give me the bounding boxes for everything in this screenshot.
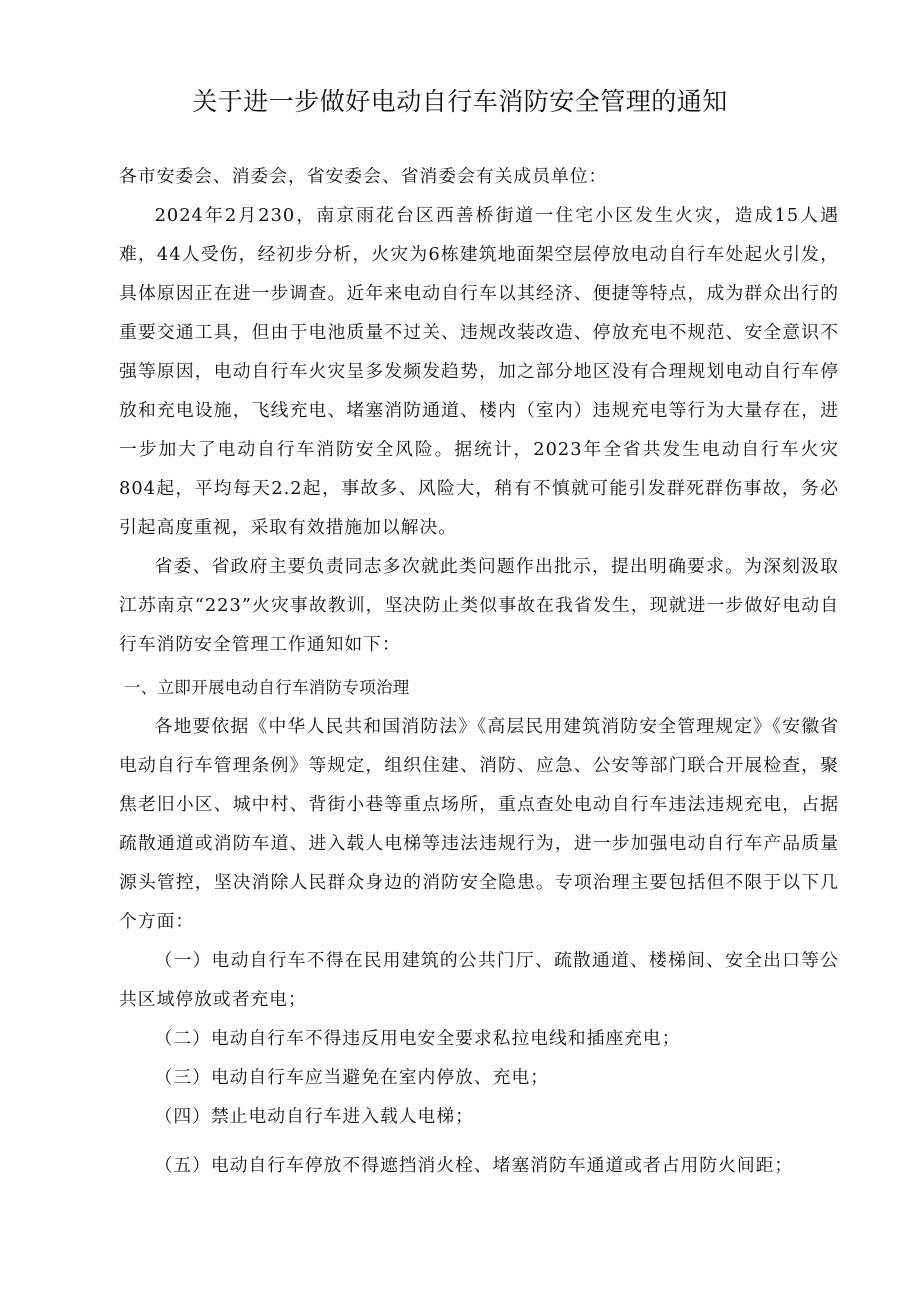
paragraph-incident: 2024年2月230，南京雨花台区西善桥街道一住宅小区发生火灾，造成15人遇难，44人受伤，经初步分析，火灾为6栋建筑地面架空层停放电动自行车处起火引发，具体原因正在进一步调查。近年来电动自行车以其经济、便捷等特点，成为群众出行的重要交通工具，但由于电池质量不过关、违规改装改造、停放充电不规范、安全意识不强等原因，电动自行车火灾呈多发频发趋势，加之部分地区没有合理规划电动自行车停放和充电设施，飞线充电、堵塞消防通道、楼内（室内）违规充电等行为大量存在，进一步加大了电动自行车消防安全风险。据统计，2023年全省共发生电动自行车火灾804起，平均每天2.2起，事故多、风险大，稍有不慎就可能引发群死群伤事故，务必引起高度重视，采取有效措施加以解决。	[119, 205, 839, 538]
list-item: （三）电动自行车应当避免在室内停放、充电；	[154, 1067, 550, 1088]
paragraph-instructions: 省委、省政府主要负责同志多次就此类问题作出批示，提出明确要求。为深刻汲取江苏南京“223”火灾事故教训，坚决防止类似事故在我省发生，现就进一步做好电动自行车消防安全管理工作通知如下：	[119, 556, 839, 655]
list-item: （二）电动自行车不得违反用电安全要求私拉电线和插座充电；	[154, 1028, 681, 1049]
salutation: 各市安委会、消委会，省安委会、省消委会有关成员单位：	[119, 166, 608, 187]
section-intro: 各地要依据《中华人民共和国消防法》《高层民用建筑消防安全管理规定》《安徽省电动自行车管理条例》等规定，组织住建、消防、应急、公安等部门联合开展检查，聚焦老旧小区、城中村、背街小巷等重点场所，重点查处电动自行车违法违规充电，占据疏散通道或消防车道、进入载人电梯等违法违规行为，进一步加强电动自行车产品质量源头管控，坚决消除人民群众身边的消防安全隐患。专项治理主要包括但不限于以下几个方面：	[119, 716, 839, 932]
list-item: （五）电动自行车停放不得遮挡消火栓、堵塞消防车通道或者占用防火间距；	[154, 1155, 794, 1176]
list-item: （一）电动自行车不得在民用建筑的公共门厅、疏散通道、楼梯间、安全出口等公共区域停放或者充电；	[119, 950, 839, 1010]
document-body	[119, 157, 839, 1185]
list-item: （四）禁止电动自行车进入载人电梯；	[154, 1106, 474, 1127]
section-heading: 一、立即开展电动自行车消防专项治理	[124, 678, 410, 697]
document-title: 关于进一步做好电动自行车消防安全管理的通知	[192, 87, 728, 116]
